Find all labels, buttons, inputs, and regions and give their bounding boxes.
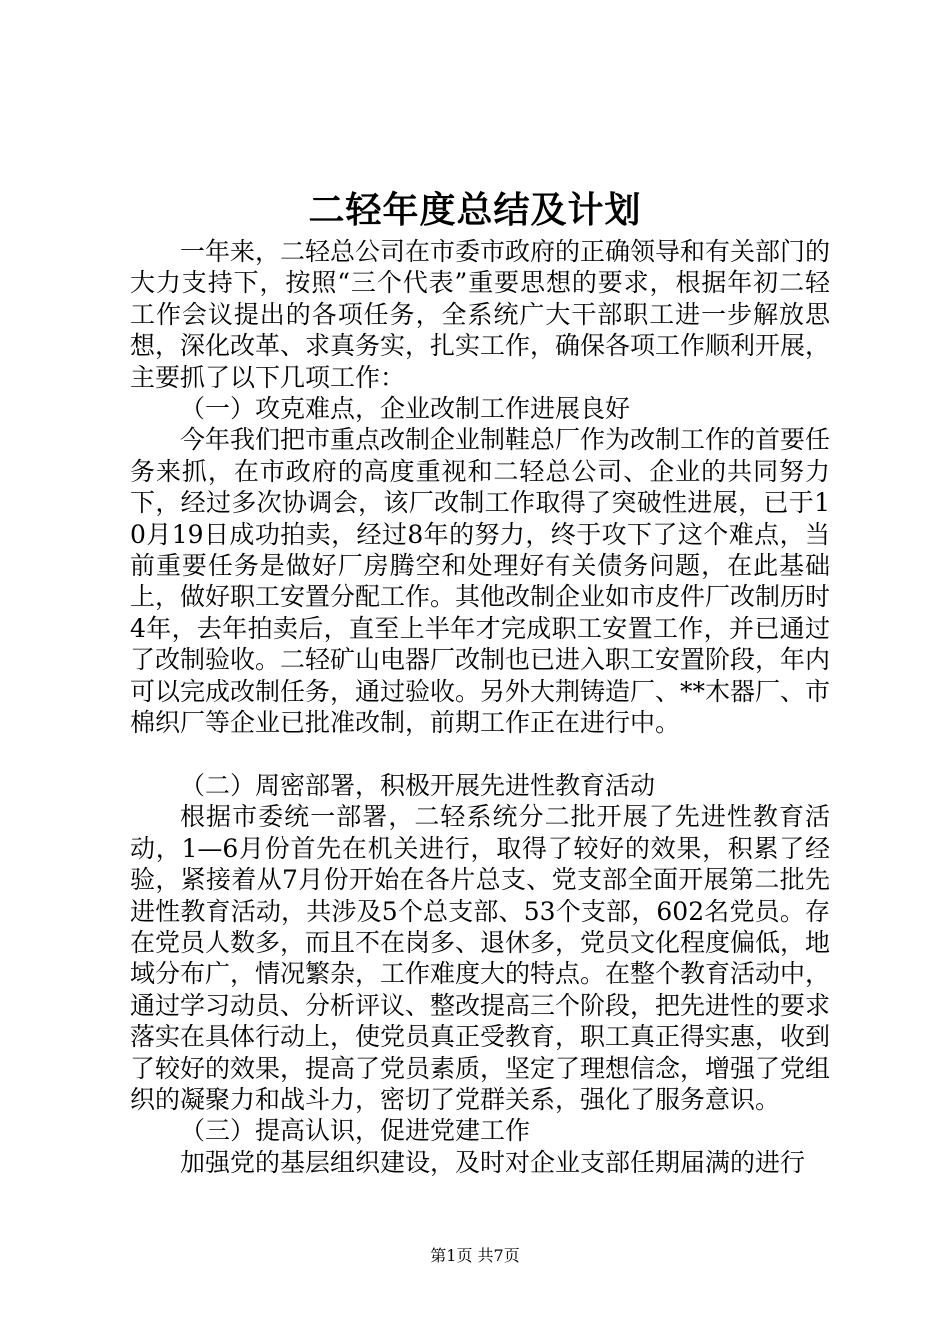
section-spacer <box>130 739 830 770</box>
document-title: 二轻年度总结及计划 <box>308 189 642 231</box>
section-3-heading: （三）提高认识，促进党建工作 <box>180 1116 531 1146</box>
page-number-footer: 第1页 共7页 <box>430 1246 520 1265</box>
document-body <box>130 236 830 1178</box>
section-2-heading: （二）周密部署，积极开展先进性教育活动 <box>180 770 656 800</box>
section-1-paragraph: 今年我们把市重点改制企业制鞋总厂作为改制工作的首要任务来抓，在市政府的高度重视和二轻总公司、企业的共同努力下，经过多次协调会，该厂改制工作取得了突破性进展，已于10月19日成功拍卖，经过8年的努力，终于攻下了这个难点，当前重要任务是做好厂房腾空和处理好有关债务问题，在此基础上，做好职工安置分配工作。其他改制企业如市皮件厂改制历时4年，去年拍卖后，直至上半年才完成职工安置工作，并已通过了改制验收。二轻矿山电器厂改制也已进入职工安置阶段，年内可以完成改制任务，通过验收。另外大荆铸造厂、**木器厂、市棉织厂等企业已批准改制，前期工作正在进行中。 <box>130 425 831 738</box>
intro-paragraph: 一年来，二轻总公司在市委市政府的正确领导和有关部门的大力支持下，按照“三个代表”重要思想的要求，根据年初二轻工作会议提出的各项任务，全系统广大干部职工进一步解放思想，深化改革、求真务实，扎实工作，确保各项工作顺利开展，主要抓了以下几项工作： <box>130 237 831 392</box>
section-2-paragraph: 根据市委统一部署，二轻系统分二批开展了先进性教育活动，1—6月份首先在机关进行，取得了较好的效果，积累了经验，紧接着从7月份开始在各片总支、党支部全面开展第二批先进性教育活动，共涉及5个总支部、53个支部，602名党员。存在党员人数多，而且不在岗多、退休多，党员文化程度偏低，地域分布广，情况繁杂，工作难度大的特点。在整个教育活动中，通过学习动员、分析评议、整改提高三个阶段，把先进性的要求落实在具体行动上，使党员真正受教育，职工真正得实惠，收到了较好的效果，提高了党员素质，坚定了理想信念，增强了党组织的凝聚力和战斗力，密切了党群关系，强化了服务意识。 <box>130 802 831 1114</box>
section-1-heading: （一）攻克难点，企业改制工作进展良好 <box>180 394 631 424</box>
section-3-paragraph: 加强党的基层组织建设，及时对企业支部任期届满的进行 <box>180 1147 806 1177</box>
